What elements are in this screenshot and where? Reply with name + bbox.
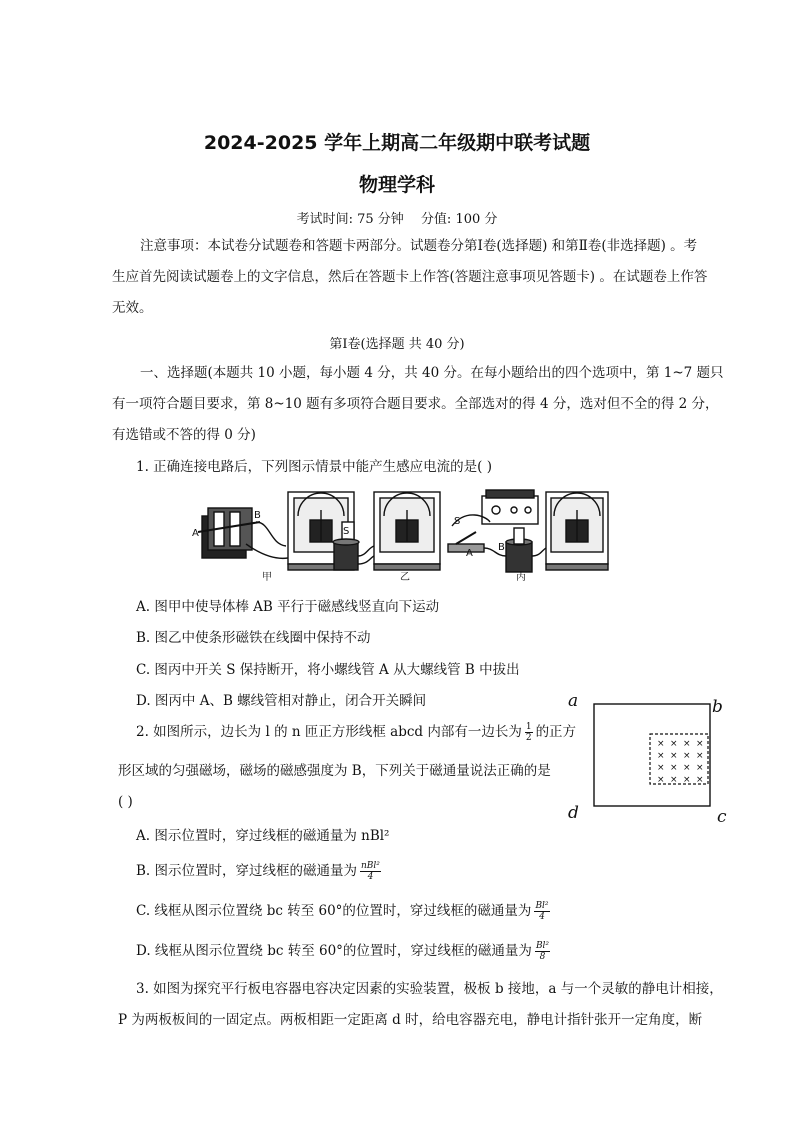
q2-option-c: C. 线框从图示位置绕 bc 转至 60°的位置时，穿过线框的磁通量为 $\frac{\text{Bl²}}{4}$ <box>136 901 549 922</box>
notice-line-2: 生应首先阅读试题卷上的文字信息，然后在答题卡上作答(答题注意事项见答题卡) 。在试题卷上作答 <box>112 269 708 285</box>
field-cross: × <box>683 751 691 761</box>
field-cross: × <box>670 775 678 785</box>
galvanometer-yi <box>374 492 440 570</box>
question-3-line-1: 3. 如图为探究平行板电容器电容决定因素的实验装置，极板 b 接地，a 与一个灵敏的静电计相接， <box>136 981 723 997</box>
label-A-bing: A <box>466 548 473 559</box>
field-cross: × <box>696 763 704 773</box>
fraction-optB: $\frac{\text{nBl²}}{4}$ <box>361 861 380 882</box>
caption-jia: 甲 <box>262 572 272 583</box>
power-supply-bing <box>482 490 538 524</box>
galvanometer-bing <box>546 492 608 570</box>
subject-title: 物理学科 <box>358 174 435 196</box>
section-intro-1: 一、选择题(本题共 10 小题，每小题 4 分，共 40 分。在每小题给出的四个选项中，第 1~7 题只 <box>140 365 724 381</box>
field-cross: × <box>657 775 665 785</box>
fraction-half: $\frac{1}{2}$ <box>525 722 532 743</box>
section-title: 第Ⅰ卷(选择题 共 40 分) <box>329 337 465 352</box>
coil-B-bing <box>506 528 532 572</box>
caption-bing: 丙 <box>516 572 526 583</box>
q2-figure <box>562 690 732 828</box>
fraction-optC: $\frac{\text{Bl²}}{4}$ <box>535 901 549 922</box>
label-b: b <box>712 697 723 717</box>
field-cross: × <box>696 751 704 761</box>
square-frame <box>594 704 710 806</box>
field-cross: × <box>657 763 665 773</box>
question-2-stem-line-1 <box>136 722 576 743</box>
label-B-bing: B <box>498 542 505 553</box>
label-a: a <box>568 691 579 711</box>
field-cross: × <box>670 739 678 749</box>
label-A-jia: A <box>192 528 199 539</box>
field-cross: × <box>683 763 691 773</box>
notice-line-3: 无效。 <box>112 300 153 316</box>
question-2-stem-line-2: 形区域的匀强磁场，磁场的磁感强度为 B，下列关于磁通量说法正确的是 <box>118 763 551 779</box>
field-cross: × <box>696 775 704 785</box>
field-cross: × <box>657 751 665 761</box>
q1-option-c: C. 图丙中开关 S 保持断开，将小螺线管 A 从大螺线管 B 中拔出 <box>136 662 520 678</box>
label-c: c <box>717 807 727 827</box>
label-d: d <box>568 803 579 823</box>
caption-yi: 乙 <box>400 572 410 583</box>
magnet-block-jia <box>198 508 260 558</box>
field-cross: × <box>670 763 678 773</box>
exam-info: 考试时间: 75 分钟 分值: 100 分 <box>296 212 498 227</box>
field-cross: × <box>696 739 704 749</box>
q2-option-a: A. 图示位置时，穿过线框的磁通量为 nBl² <box>136 828 390 844</box>
question-3-line-2: P 为两板板间的一固定点。两板相距一定距离 d 时，给电容器充电，静电计指针张开一定角度，断 <box>118 1012 703 1028</box>
fraction-optD: $\frac{\text{Bl²}}{8}$ <box>535 941 550 962</box>
question-1-stem: 1. 正确连接电路后，下列图示情景中能产生感应电流的是( ) <box>136 459 492 475</box>
exam-title: 2024-2025 学年上期高二年级期中联考试题 <box>203 132 591 154</box>
q2-stem-part-a: 2. 如图所示，边长为 l 的 n 匝正方形线框 abcd 内部有一边长为 <box>136 724 522 740</box>
field-cross: × <box>683 739 691 749</box>
q1-option-a: A. 图甲中使导体棒 AB 平行于磁感线竖直向下运动 <box>136 599 440 615</box>
q2-option-b: B. 图示位置时，穿过线框的磁通量为 $\frac{\text{nBl²}}{4}$ <box>136 861 380 882</box>
label-S-yi: S <box>343 526 350 537</box>
field-cross: × <box>657 739 665 749</box>
label-S-bing: S <box>454 516 461 527</box>
q1-option-d: D. 图丙中 A、B 螺线管相对静止，闭合开关瞬间 <box>136 693 427 709</box>
q2-option-d: D. 线框从图示位置绕 bc 转至 60°的位置时，穿过线框的磁通量为 $\frac{\text{Bl²}}{8}$ <box>136 941 550 962</box>
notice-line-1: 注意事项：本试卷分试题卷和答题卡两部分。试题卷分第Ⅰ卷(选择题) 和第Ⅱ卷(非选择题) 。考 <box>140 238 698 254</box>
field-cross: × <box>683 775 691 785</box>
q1-figure <box>190 486 610 584</box>
label-B-jia: B <box>254 510 261 521</box>
q1-option-b: B. 图乙中使条形磁铁在线圈中保持不动 <box>136 630 371 646</box>
question-2-stem-line-3: ( ) <box>118 794 133 810</box>
q2-stem-part-b: 的正方 <box>535 724 577 740</box>
section-intro-3: 有选错或不答的得 0 分) <box>112 427 256 443</box>
section-intro-2: 有一项符合题目要求，第 8~10 题有多项符合题目要求。全部选对的得 4 分，选对但不全的得 2 分， <box>112 396 719 412</box>
field-cross: × <box>670 751 678 761</box>
